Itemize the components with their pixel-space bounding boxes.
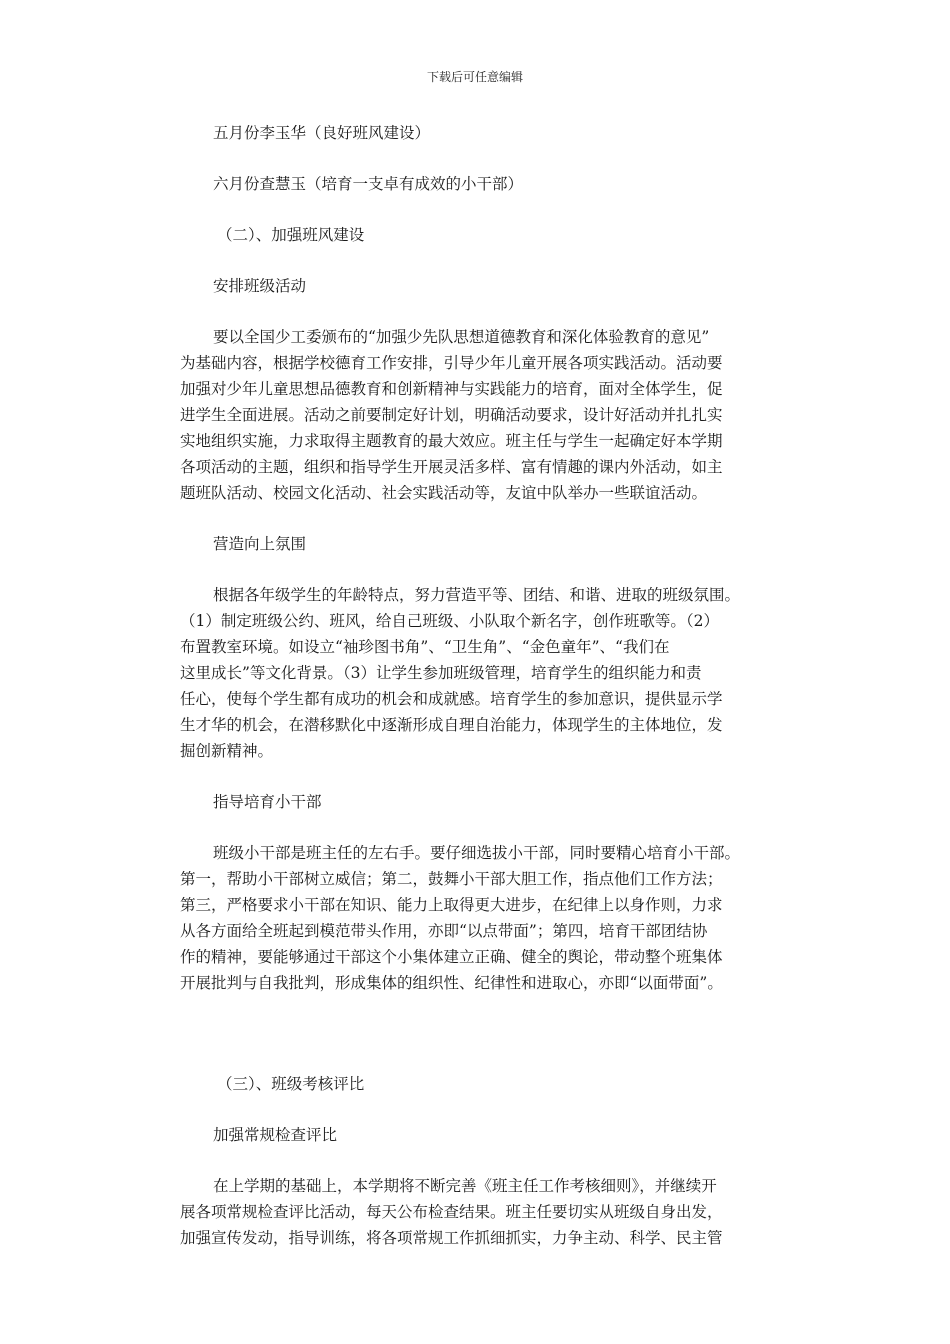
paragraph-line: 各项活动的主题，组织和指导学生开展灵活多样、富有情趣的课内外活动，如主	[180, 458, 723, 476]
subheading-activities: 安排班级活动	[213, 277, 307, 295]
paragraph-line: 第一，帮助小干部树立威信；第二，鼓舞小干部大胆工作，指点他们工作方法；	[180, 870, 723, 888]
schedule-june: 六月份查慧玉（培育一支卓有成效的小干部）	[213, 175, 524, 193]
paragraph-line: 要以全国少工委颁布的“加强少先队思想道德教育和深化体验教育的意见”	[213, 328, 710, 346]
subheading-atmosphere: 营造向上氛围	[213, 535, 307, 553]
paragraph-line: 这里成长”等文化背景。（3）让学生参加班级管理，培育学生的组织能力和责	[180, 664, 702, 682]
paragraph-line: 作的精神，要能够通过干部这个小集体建立正确、健全的舆论，带动整个班集体	[180, 948, 723, 966]
paragraph-line: 加强宣传发动，指导训练，将各项常规工作抓细抓实，力争主动、科学、民主管	[180, 1229, 723, 1247]
paragraph-line: 任心，使每个学生都有成功的机会和成就感。培育学生的参加意识，提供显示学	[180, 690, 723, 708]
paragraph-atmosphere	[180, 582, 778, 764]
paragraph-line: 布置教室环境。如设立“袖珍图书角”、“卫生角”、“金色童年”、“我们在	[180, 638, 670, 656]
paragraph-line: 掘创新精神。	[180, 742, 274, 760]
paragraph-line: 生才华的机会，在潜移默化中逐渐形成自理自治能力，体现学生的主体地位，发	[180, 716, 723, 734]
section-2-title: （二）、加强班风建设	[217, 226, 365, 244]
paragraph-line: 展各项常规检查评比活动，每天公布检查结果。班主任要切实从班级自身出发，	[180, 1203, 723, 1221]
paragraph-line: 根据各年级学生的年龄特点，努力营造平等、团结、和谐、进取的班级氛围。	[213, 586, 741, 604]
paragraph-line: 在上学期的基础上，本学期将不断完善《班主任工作考核细则》，并继续开	[213, 1177, 717, 1195]
schedule-may: 五月份李玉华（良好班风建设）	[213, 124, 431, 142]
paragraph-line: 为基础内容，根据学校德育工作安排，引导少年儿童开展各项实践活动。活动要	[180, 354, 723, 372]
page-header: 下载后可任意编辑	[426, 70, 523, 84]
paragraph-line: （1）制定班级公约、班风，给自己班级、小队取个新名字，创作班歌等。（2）	[180, 612, 719, 630]
subheading-cadres: 指导培育小干部	[213, 793, 322, 811]
document-body	[180, 120, 778, 1251]
paragraph-line: 从各方面给全班起到模范带头作用，亦即“以点带面”；第四，培育干部团结协	[180, 922, 708, 940]
paragraph-line: 实地组织实施，力求取得主题教育的最大效应。班主任与学生一起确定好本学期	[180, 432, 723, 450]
paragraph-activities	[180, 324, 778, 506]
subheading-inspection: 加强常规检查评比	[213, 1126, 338, 1144]
section-3-title: （三）、班级考核评比	[217, 1075, 365, 1093]
paragraph-line: 题班队活动、校园文化活动、社会实践活动等，友谊中队举办一些联谊活动。	[180, 484, 708, 502]
paragraph-line: 班级小干部是班主任的左右手。要仔细选拔小干部，同时要精心培育小干部。	[213, 844, 741, 862]
paragraph-line: 开展批判与自我批判，形成集体的组织性、纪律性和进取心，亦即“以面带面”。	[180, 974, 723, 992]
paragraph-inspection	[180, 1173, 778, 1251]
paragraph-line: 第三，严格要求小干部在知识、能力上取得更大进步，在纪律上以身作则，力求	[180, 896, 723, 914]
paragraph-line: 加强对少年儿童思想品德教育和创新精神与实践能力的培育，面对全体学生，促	[180, 380, 723, 398]
paragraph-cadres	[180, 840, 778, 996]
paragraph-line: 进学生全面进展。活动之前要制定好计划，明确活动要求，设计好活动并扎扎实	[180, 406, 723, 424]
